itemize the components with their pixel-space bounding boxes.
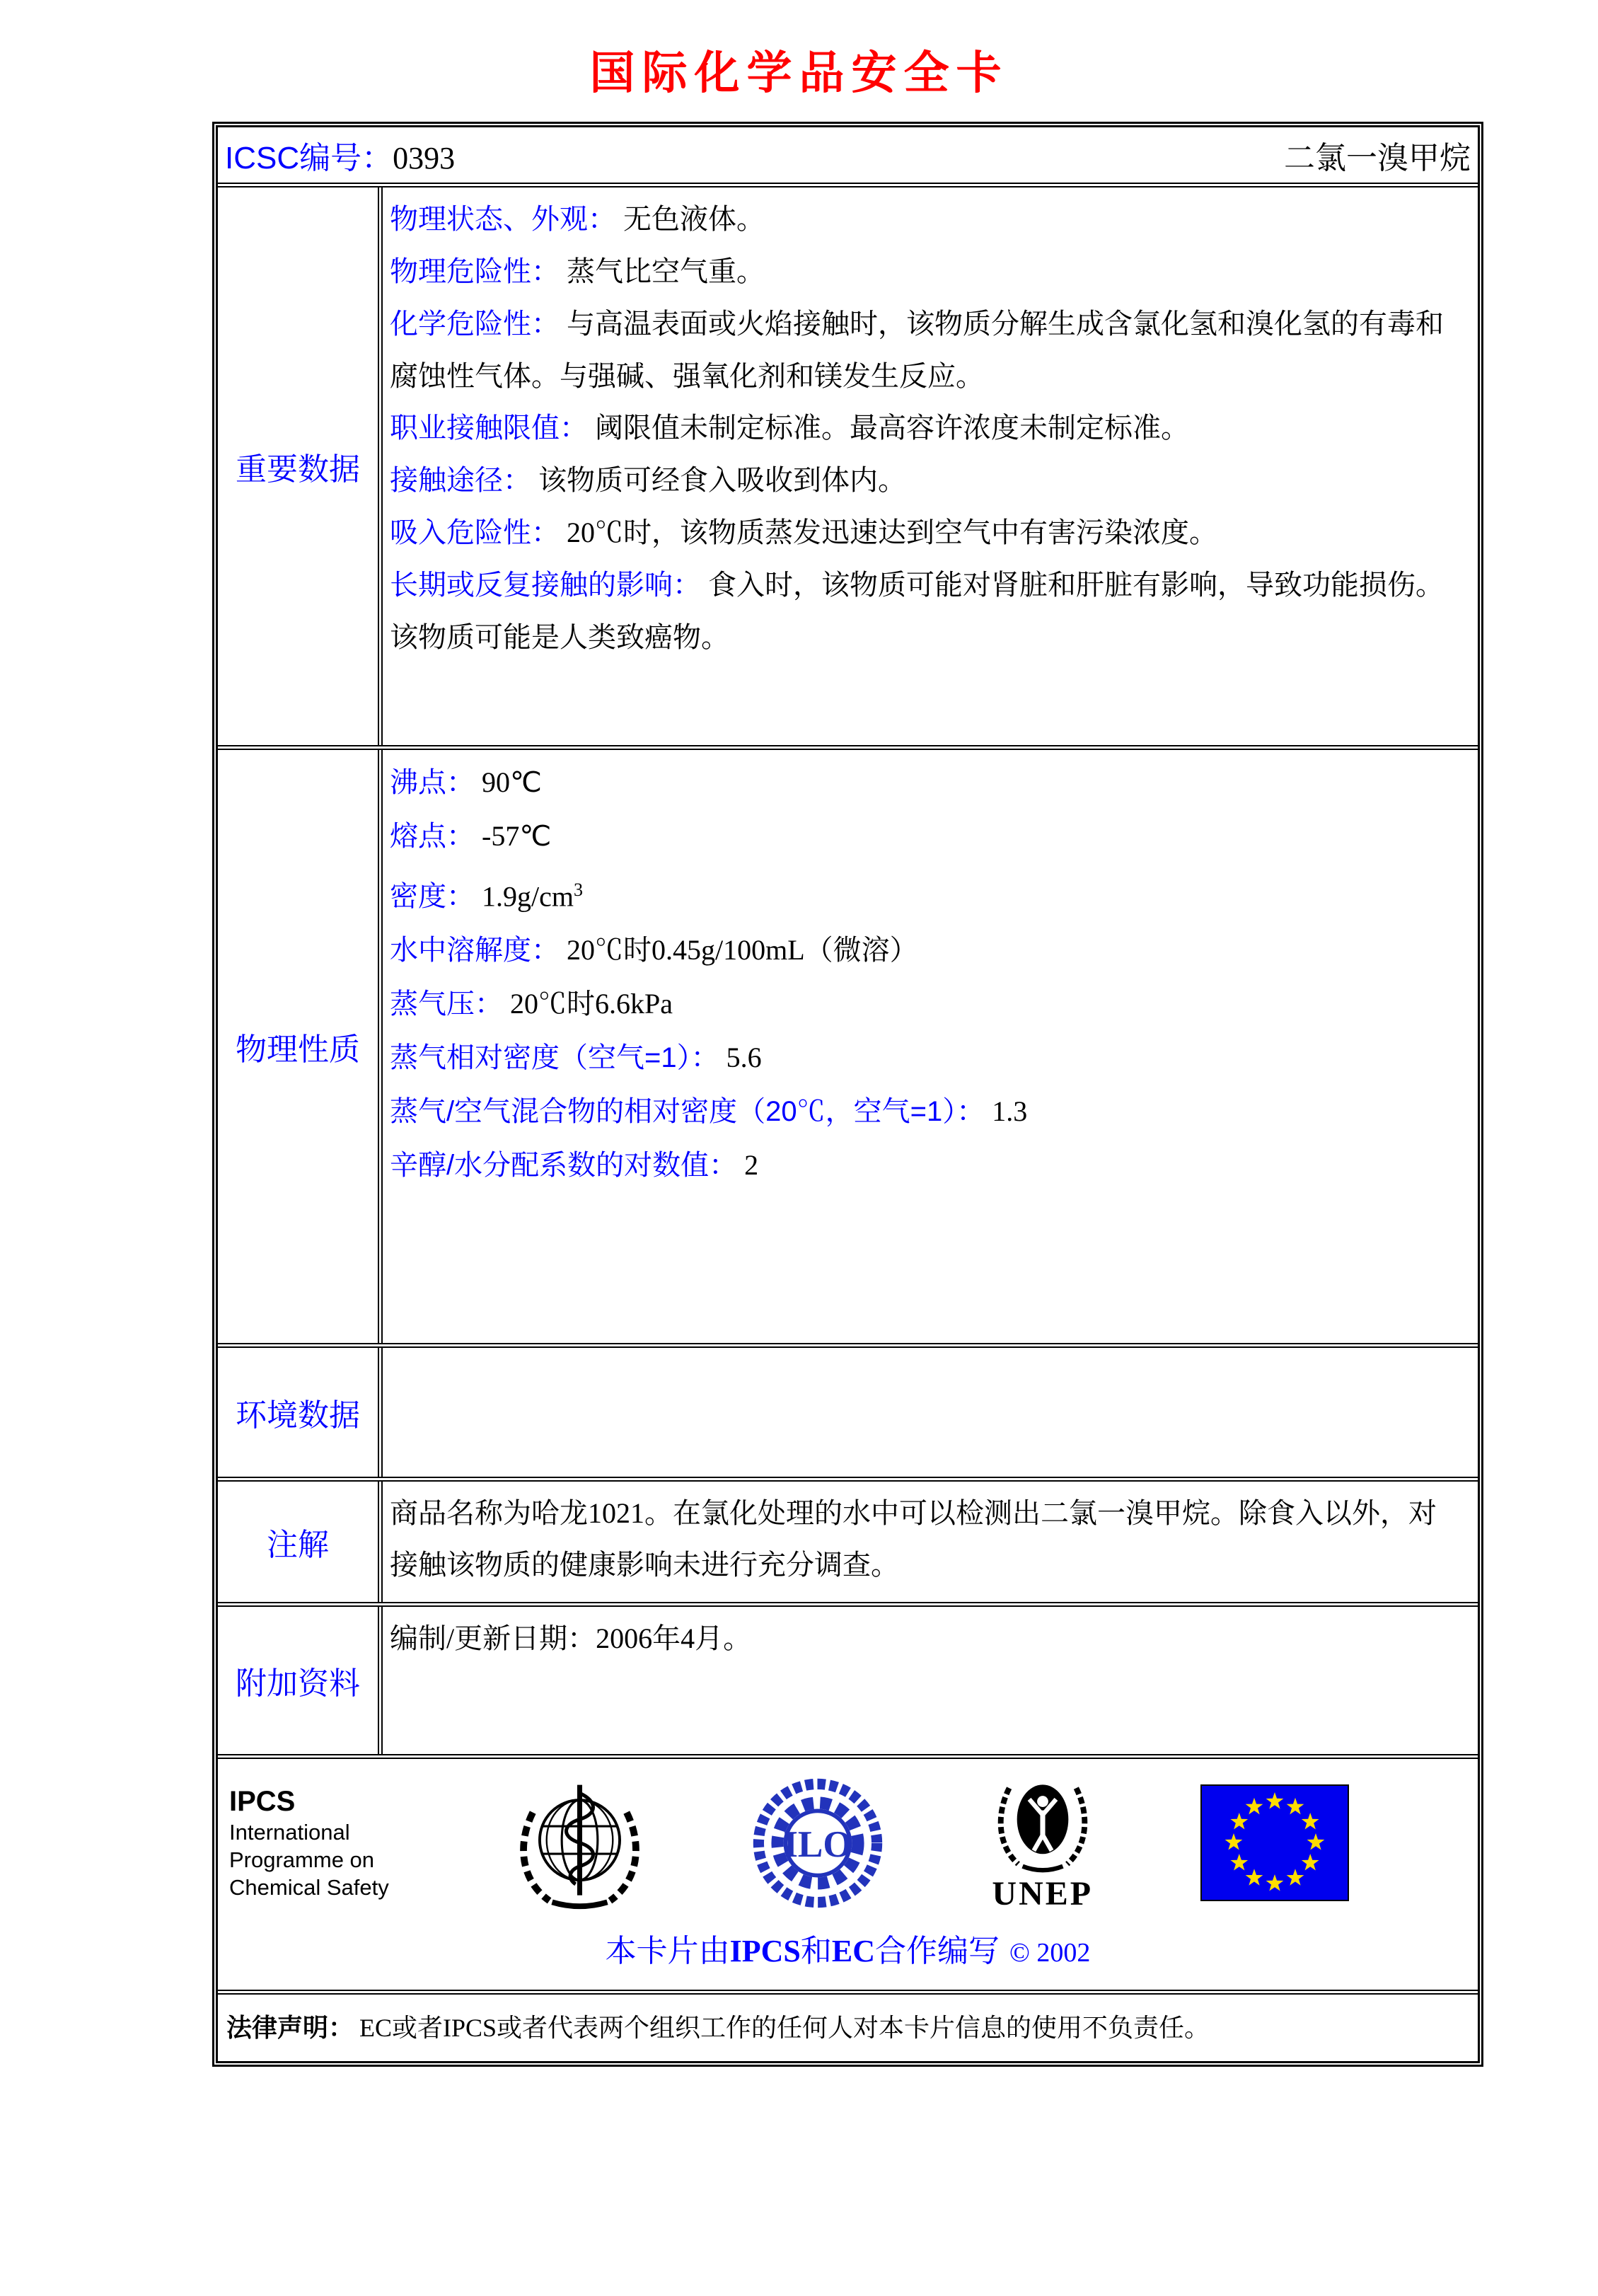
- field-label: 密度：: [390, 881, 475, 913]
- unep-block: [986, 1772, 1099, 1913]
- credit-text: EC: [831, 1934, 875, 1968]
- additional-info-content: [383, 1607, 1478, 1754]
- density-superscript: 3: [573, 879, 583, 900]
- field-value: -57℃: [482, 820, 552, 852]
- field-value: 20℃时6.6kPa: [510, 988, 673, 1020]
- notes-content: [383, 1482, 1478, 1602]
- field-value: 20℃时，该物质蒸发迅速达到空气中有害污染浓度。: [567, 517, 1217, 548]
- section-notes: [218, 1482, 1478, 1607]
- environmental-data-content: [383, 1348, 1478, 1477]
- credit-text: 合作编写: [875, 1934, 1000, 1968]
- ilo-emblem-icon: [751, 1776, 885, 1910]
- field-value: 5.6: [726, 1042, 762, 1074]
- ipcs-block: [229, 1784, 410, 1901]
- property-line: [390, 1031, 1459, 1085]
- field-label: 辛醇/水分配系数的对数值：: [390, 1150, 738, 1182]
- icsc-number-value: 0393: [393, 141, 456, 175]
- data-line: [390, 507, 1459, 559]
- field-label: 吸入危险性：: [390, 517, 560, 548]
- chemical-name: 二氯一溴甲烷: [1284, 141, 1471, 175]
- field-value: 2: [744, 1149, 759, 1182]
- property-line: [390, 977, 1459, 1031]
- property-line: [390, 756, 1459, 809]
- important-data-content: [383, 188, 1478, 745]
- credit-copyright: © 2002: [1009, 1938, 1091, 1968]
- field-value: 1.3: [992, 1095, 1028, 1128]
- field-label: 长期或反复接触的影响：: [390, 570, 701, 601]
- section-additional-info: [218, 1607, 1478, 1759]
- section-label-environmental-data: 环境数据: [218, 1348, 383, 1477]
- ipcs-line: Programme on: [229, 1847, 375, 1872]
- credit-text: IPCS: [729, 1934, 801, 1968]
- eu-flag-icon: [1200, 1784, 1349, 1901]
- icsc-number-label: ICSC编号：: [225, 141, 393, 175]
- field-value: 蒸气比空气重。: [567, 255, 765, 287]
- legal-row: [218, 1995, 1478, 2061]
- property-line: [390, 863, 1459, 923]
- ipcs-line: Chemical Safety: [229, 1875, 389, 1900]
- field-value: 食入时，该物质可能对肾脏和肝脏有影响，导致功能损伤。该物质可能是人类致癌物。: [390, 569, 1444, 653]
- section-environmental-data: [218, 1348, 1478, 1482]
- data-line: [390, 454, 1459, 507]
- legal-text: EC或者IPCS或者代表两个组织工作的任何人对本卡片信息的使用不负责任。: [359, 2014, 1210, 2042]
- icsc-card: [212, 122, 1483, 2067]
- section-label-additional-info: 附加资料: [218, 1607, 383, 1754]
- field-label: 物理状态、外观：: [390, 204, 616, 235]
- field-value: 该物质可经食入吸收到体内。: [538, 464, 906, 496]
- property-line: [390, 809, 1459, 863]
- field-value: 阈限值未制定标准。最高容许浓度未制定标准。: [595, 412, 1189, 444]
- section-important-data: [218, 188, 1478, 750]
- field-value: 无色液体。: [623, 203, 765, 235]
- property-line: [390, 1138, 1459, 1192]
- footer-row: [218, 1759, 1478, 1995]
- section-label-physical-properties: 物理性质: [218, 750, 383, 1343]
- credit-text: 本卡片由: [605, 1934, 730, 1968]
- section-physical-properties: [218, 750, 1478, 1348]
- property-line: [390, 923, 1459, 977]
- property-line: [390, 1085, 1459, 1138]
- field-label: 熔点：: [390, 821, 475, 852]
- field-label: 物理危险性：: [390, 256, 560, 287]
- data-line: [390, 298, 1459, 402]
- unep-label: UNEP: [992, 1875, 1094, 1913]
- icsc-number: [225, 132, 455, 178]
- field-label: 水中溶解度：: [390, 935, 560, 967]
- field-label: 蒸气压：: [390, 988, 503, 1020]
- field-label: 蒸气相对密度（空气=1）：: [390, 1042, 719, 1074]
- field-label: 蒸气/空气混合物的相对密度（20℃，空气=1）：: [390, 1096, 985, 1128]
- field-value: 与高温表面或火焰接触时，该物质分解生成含氯化氢和溴化氢的有毒和腐蚀性气体。与强碱、强氧化剂和镁发生反应。: [390, 308, 1444, 392]
- field-label: 接触途径：: [390, 465, 531, 496]
- ipcs-line: International: [229, 1820, 350, 1845]
- unep-emblem-icon: [986, 1772, 1099, 1879]
- additional-info-text: 编制/更新日期：2006年4月。: [390, 1622, 752, 1654]
- data-line: [390, 402, 1459, 454]
- credit-text: 和: [800, 1934, 832, 1968]
- physical-properties-content: [383, 750, 1478, 1343]
- card-header-row: [218, 127, 1478, 188]
- field-value: 1.9g/cm: [482, 880, 574, 913]
- credit-line: [218, 1925, 1478, 1971]
- notes-text: 商品名称为哈龙1021。在氯化处理的水中可以检测出二氯一溴甲烷。除食入以外，对接触该物质的健康影响未进行充分调查。: [390, 1497, 1437, 1581]
- logo-strip: [218, 1770, 1478, 1915]
- page-title: 国际化学品安全卡: [589, 47, 1009, 98]
- data-line: [390, 559, 1459, 663]
- field-label: 职业接触限值：: [390, 413, 588, 444]
- ilo-label: ILO: [782, 1823, 852, 1865]
- section-label-notes: 注解: [218, 1482, 383, 1602]
- field-label: 化学危险性：: [390, 308, 560, 340]
- field-value: 20℃时0.45g/100mL（微溶）: [567, 934, 918, 967]
- field-value: 90℃: [482, 766, 542, 798]
- who-emblem-icon: [511, 1774, 649, 1912]
- field-label: 沸点：: [390, 767, 475, 798]
- ipcs-acronym: IPCS: [229, 1786, 296, 1817]
- data-line: [390, 246, 1459, 298]
- legal-label: 法律声明：: [226, 2013, 354, 2042]
- section-label-important-data: 重要数据: [218, 188, 383, 745]
- data-line: [390, 193, 1459, 246]
